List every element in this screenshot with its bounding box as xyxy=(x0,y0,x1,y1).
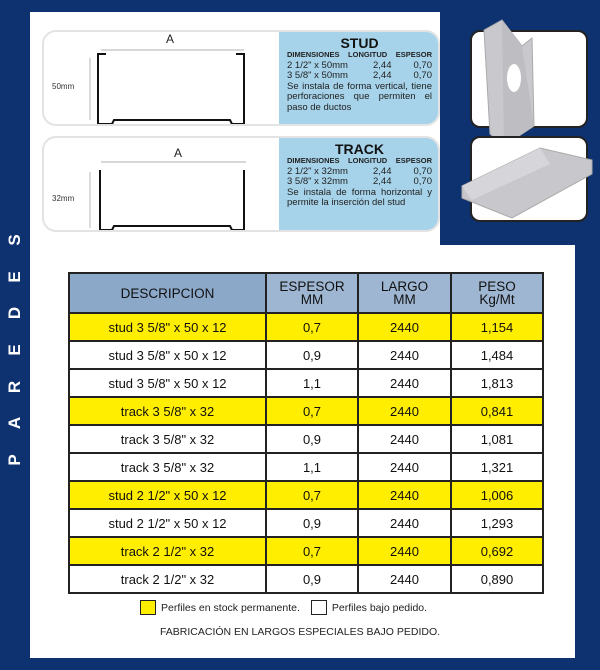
side-letter: D xyxy=(5,307,24,320)
cell-espesor: 1,1 xyxy=(266,369,358,397)
dim: 2 1/2" x 50mm xyxy=(287,59,348,71)
track-info xyxy=(279,138,438,230)
cell-largo: 2440 xyxy=(358,369,451,397)
length: 2,44 xyxy=(373,165,392,177)
cell-descripcion: track 3 5/8" x 32 xyxy=(69,397,266,425)
legend xyxy=(140,600,427,615)
track-profile-drawing xyxy=(44,138,279,230)
legend-stock: Perfiles en stock permanente. xyxy=(161,601,300,614)
profiles-table xyxy=(68,272,544,594)
table-row xyxy=(69,369,543,397)
stock-swatch xyxy=(140,600,156,615)
table-row xyxy=(69,341,543,369)
cell-largo: 2440 xyxy=(358,341,451,369)
cell-descripcion: stud 3 5/8" x 50 x 12 xyxy=(69,341,266,369)
track-card xyxy=(42,136,440,232)
cell-largo: 2440 xyxy=(358,453,451,481)
cell-peso: 1,321 xyxy=(451,453,543,481)
cell-descripcion: track 3 5/8" x 32 xyxy=(69,453,266,481)
dimension-a-label: A xyxy=(166,32,175,46)
cell-largo: 2440 xyxy=(358,397,451,425)
cell-largo: 2440 xyxy=(358,537,451,565)
col-header: LONGITUD xyxy=(348,156,388,165)
cell-espesor: 0,7 xyxy=(266,313,358,341)
cell-descripcion: stud 3 5/8" x 50 x 12 xyxy=(69,313,266,341)
cell-largo: 2440 xyxy=(358,509,451,537)
cell-descripcion: stud 2 1/2" x 50 x 12 xyxy=(69,481,266,509)
col-header: ESPESOR xyxy=(395,50,432,59)
header-peso: PESO Kg/Mt xyxy=(451,273,543,313)
order-swatch xyxy=(311,600,327,615)
cell-peso: 0,841 xyxy=(451,397,543,425)
dim: 3 5/8" x 32mm xyxy=(287,176,348,188)
cell-peso: 1,081 xyxy=(451,425,543,453)
cell-peso: 1,154 xyxy=(451,313,543,341)
cell-espesor: 0,7 xyxy=(266,537,358,565)
cell-descripcion: track 3 5/8" x 32 xyxy=(69,425,266,453)
table-header-row xyxy=(69,273,543,313)
length: 2,44 xyxy=(373,59,392,71)
cell-peso: 1,006 xyxy=(451,481,543,509)
cell-peso: 0,890 xyxy=(451,565,543,593)
cell-espesor: 0,9 xyxy=(266,425,358,453)
length: 2,44 xyxy=(373,176,392,188)
thickness: 0,70 xyxy=(413,59,432,71)
header-largo: LARGO MM xyxy=(358,273,451,313)
cell-descripcion: track 2 1/2" x 32 xyxy=(69,565,266,593)
thickness: 0,70 xyxy=(413,70,432,82)
header-descripcion: DESCRIPCION xyxy=(69,273,266,313)
table-row xyxy=(69,509,543,537)
cell-largo: 2440 xyxy=(358,565,451,593)
table-row xyxy=(69,397,543,425)
cell-descripcion: stud 3 5/8" x 50 x 12 xyxy=(69,369,266,397)
side-letter: A xyxy=(5,417,24,430)
track-description: Se instala de forma horizontal y permite la inserción del stud xyxy=(287,186,432,209)
track-photo xyxy=(470,136,588,222)
thickness: 0,70 xyxy=(413,176,432,188)
stud-description: Se instala de forma vertical, tiene perforaciones que permiten el paso de ductos xyxy=(287,80,432,113)
cell-espesor: 0,7 xyxy=(266,397,358,425)
side-letter: R xyxy=(5,380,24,393)
cell-descripcion: track 2 1/2" x 32 xyxy=(69,537,266,565)
stud-profile-drawing xyxy=(44,32,279,124)
table-row xyxy=(69,453,543,481)
cell-descripcion: stud 2 1/2" x 50 x 12 xyxy=(69,509,266,537)
track-title: TRACK xyxy=(335,141,384,157)
table-row xyxy=(69,537,543,565)
side-letter: S xyxy=(5,234,24,246)
height-label: 32mm xyxy=(52,194,75,203)
thickness: 0,70 xyxy=(413,165,432,177)
table-row xyxy=(69,565,543,593)
table-row xyxy=(69,425,543,453)
stud-title: STUD xyxy=(340,35,379,51)
cell-peso: 1,813 xyxy=(451,369,543,397)
cell-peso: 0,692 xyxy=(451,537,543,565)
table-row xyxy=(69,481,543,509)
height-label: 50mm xyxy=(52,82,75,91)
side-letter: E xyxy=(5,270,24,283)
cell-largo: 2440 xyxy=(358,313,451,341)
side-title xyxy=(0,230,30,470)
footer-note: FABRICACIÓN EN LARGOS ESPECIALES BAJO PEDIDO. xyxy=(159,626,441,638)
col-header: LONGITUD xyxy=(348,50,388,59)
dimension-a-label: A xyxy=(174,146,183,160)
side-letter: P xyxy=(5,454,24,466)
dim: 3 5/8" x 50mm xyxy=(287,70,348,82)
table-row xyxy=(69,313,543,341)
col-header: ESPESOR xyxy=(395,156,432,165)
cell-espesor: 1,1 xyxy=(266,453,358,481)
stud-photo xyxy=(470,30,588,128)
cell-espesor: 0,9 xyxy=(266,509,358,537)
length: 2,44 xyxy=(373,70,392,82)
cell-peso: 1,293 xyxy=(451,509,543,537)
legend-order: Perfiles bajo pedido. xyxy=(331,601,428,614)
stud-card xyxy=(42,30,440,126)
cell-espesor: 0,9 xyxy=(266,565,358,593)
col-header: DIMENSIONES xyxy=(287,156,340,165)
col-header: DIMENSIONES xyxy=(287,50,340,59)
side-letter: E xyxy=(5,344,24,356)
cell-espesor: 0,9 xyxy=(266,341,358,369)
header-espesor: ESPESOR MM xyxy=(266,273,358,313)
cell-peso: 1,484 xyxy=(451,341,543,369)
dim: 2 1/2" x 32mm xyxy=(287,165,348,177)
cell-largo: 2440 xyxy=(358,425,451,453)
cell-espesor: 0,7 xyxy=(266,481,358,509)
stud-info xyxy=(279,32,438,124)
cell-largo: 2440 xyxy=(358,481,451,509)
